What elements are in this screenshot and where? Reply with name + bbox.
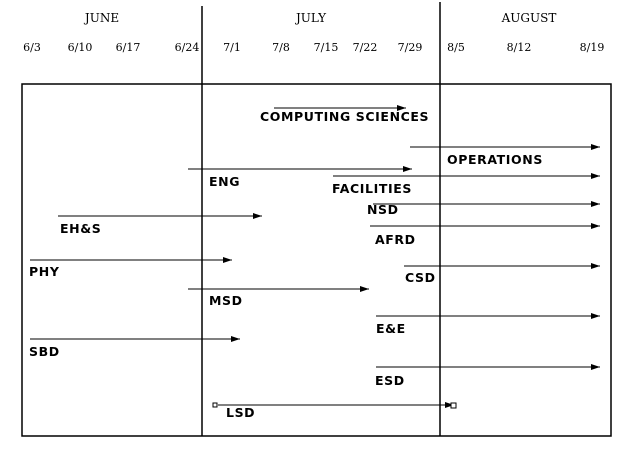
lsd-end-marker: [451, 403, 456, 408]
task-label-nsd: NSD: [367, 202, 399, 217]
task-label-ee: E&E: [376, 321, 406, 336]
date-label: 6/10: [67, 41, 93, 54]
task-label-esd: ESD: [375, 373, 405, 388]
month-label-august: AUGUST: [501, 11, 557, 25]
date-label: 7/1: [223, 41, 241, 54]
task-label-ehs: EH&S: [60, 221, 102, 236]
date-label: 8/12: [506, 41, 532, 54]
task-label-phy: PHY: [29, 264, 60, 279]
task-label-eng: ENG: [209, 174, 241, 189]
date-label: 6/24: [174, 41, 200, 54]
date-label: 7/8: [272, 41, 290, 54]
task-label-afrd: AFRD: [375, 232, 416, 247]
task-label-facilities: FACILITIES: [332, 181, 412, 196]
date-label: 7/22: [352, 41, 378, 54]
month-label-june: JUNE: [84, 11, 120, 25]
task-label-csd: CSD: [405, 270, 436, 285]
task-label-sbd: SBD: [29, 344, 60, 359]
date-axis: [23, 41, 604, 54]
date-label: 8/19: [579, 41, 605, 54]
date-label: 8/5: [447, 41, 465, 54]
task-label-lsd: LSD: [226, 405, 256, 420]
task-label-operations: OPERATIONS: [447, 152, 543, 167]
task-label-msd: MSD: [209, 293, 243, 308]
lsd-start-marker: [213, 403, 217, 407]
date-label: 6/3: [23, 41, 41, 54]
task-label-computing-sciences: COMPUTING SCIENCES: [260, 109, 430, 124]
date-label: 7/29: [397, 41, 423, 54]
month-label-july: JULY: [295, 11, 327, 25]
date-label: 7/15: [313, 41, 339, 54]
date-label: 6/17: [115, 41, 141, 54]
